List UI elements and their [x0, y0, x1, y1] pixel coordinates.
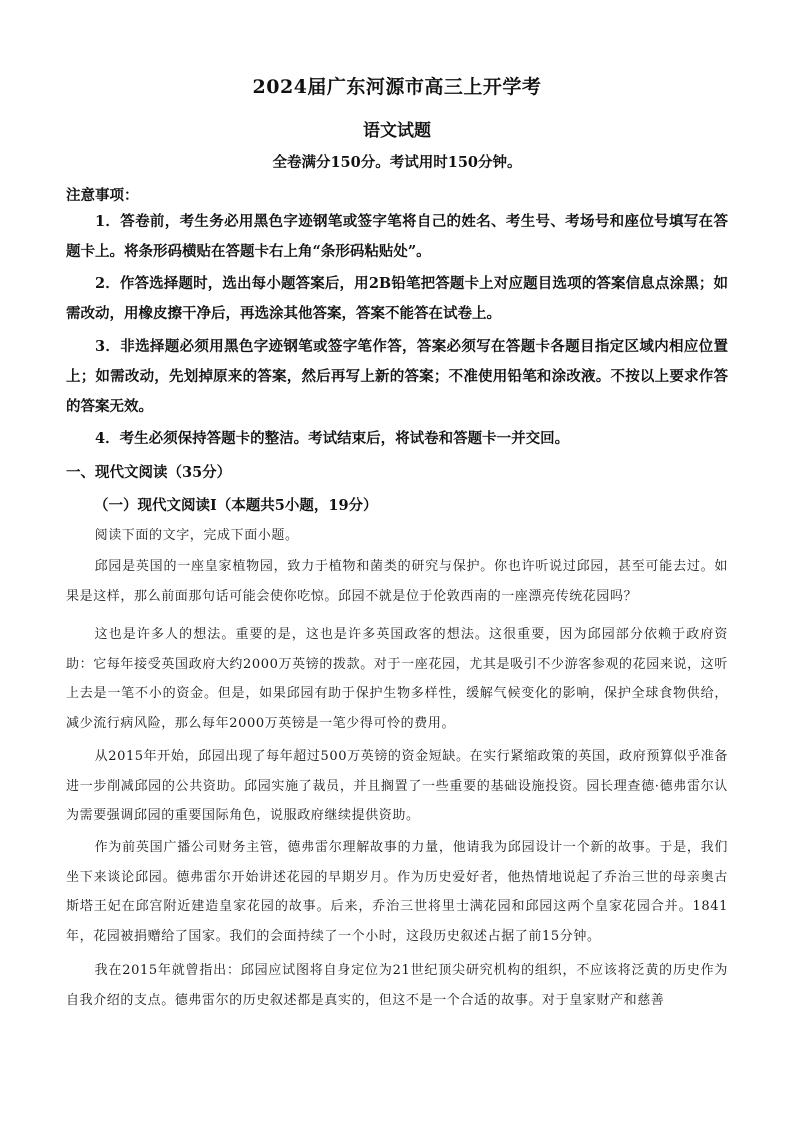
reading-instruction: 阅读下面的文字，完成下面小题。	[94, 528, 299, 543]
passage-paragraph-4: 作为前英国广播公司财务主管，德弗雷尔理解故事的力量，他请我为邱园设计一个新的故事。于是，我们坐下来谈论邱园。德弗雷尔开始讲述花园的早期岁月。作为历史爱好者，他热情地说起了乔治三世的母亲奥古斯塔王妃在邱宫附近建造皇家花园的故事。后来，乔治三世将里士满花园和邱园这两个皇家花园合并。1841年，花园被捐赠给了国家。我们的会面持续了一个小时，这段历史叙述占据了前15分钟。	[66, 840, 728, 944]
exam-title: 2024届广东河源市高三上开学考	[252, 76, 542, 98]
exam-subject: 语文试题	[363, 121, 431, 141]
notice-item-3: 3．非选择题必须用黑色字迹钢笔或签字笔作答，答案必须写在答题卡各题目指定区域内相应位置上；如需改动，先划掉原来的答案，然后再写上新的答案；不准使用铅笔和涂改液。不按以上要求作答的答案无效。	[66, 338, 728, 415]
notice-item-2: 2．作答选择题时，选出每小题答案后，用2B铅笔把答题卡上对应题目选项的答案信息点涂黑；如需改动，用橡皮擦干净后，再选涂其他答案，答案不能答在试卷上。	[66, 275, 728, 322]
score-time-line: 全卷满分150分。考试用时150分钟。	[272, 154, 522, 171]
notice-item-4: 4．考生必须保持答题卡的整洁。考试结束后，将试卷和答题卡一并交回。	[95, 430, 570, 447]
passage-paragraph-2: 这也是许多人的想法。重要的是，这也是许多英国政客的想法。这很重要，因为邱园部分依赖于政府资助：它每年接受英国政府大约2000万英镑的拨款。对于一座花园，尤其是吸引不少游客参观的花园来说，这听上去是一笔不小的资金。但是，如果邱园有助于保护生物多样性，缓解气候变化的影响，保护全球食物供给，减少流行病风险，那么每年2000万英镑是一笔少得可怜的费用。	[66, 627, 728, 731]
passage-paragraph-1: 邱园是英国的一座皇家植物园，致力于植物和菌类的研究与保护。你也许听说过邱园，甚至可能去过。如果是这样，那么前面那句话可能会使你吃惊。邱园不就是位于伦敦西南的一座漂亮传统花园吗？	[66, 559, 728, 604]
notice-heading: 注意事项：	[66, 187, 139, 204]
passage-paragraph-3: 从2015年开始，邱园出现了每年超过500万英镑的资金短缺。在实行紧缩政策的英国，政府预算似乎准备进一步削减邱园的公共资助。邱园实施了裁员，并且搁置了一些重要的基础设施投资。园长理查德·德弗雷尔认为需要强调邱园的重要国际角色，说服政府继续提供资助。	[66, 749, 728, 823]
passage-paragraph-5: 我在2015年就曾指出：邱园应试图将自身定位为21世纪顶尖研究机构的组织，不应该将泛黄的历史作为自我介绍的支点。德弗雷尔的历史叙述都是真实的，但这不是一个合适的故事。对于皇家财产和慈善	[66, 963, 728, 1008]
section-heading: 一、现代文阅读（35分）	[66, 464, 232, 481]
subsection-heading: （一）现代文阅读Ⅰ（本题共5小题，19分）	[94, 497, 378, 514]
notice-item-1: 1．答卷前，考生务必用黑色字迹钢笔或签字笔将自己的姓名、考生号、考场号和座位号填写在答题卡上。将条形码横贴在答题卡右上角“条形码粘贴处”。	[66, 213, 728, 260]
